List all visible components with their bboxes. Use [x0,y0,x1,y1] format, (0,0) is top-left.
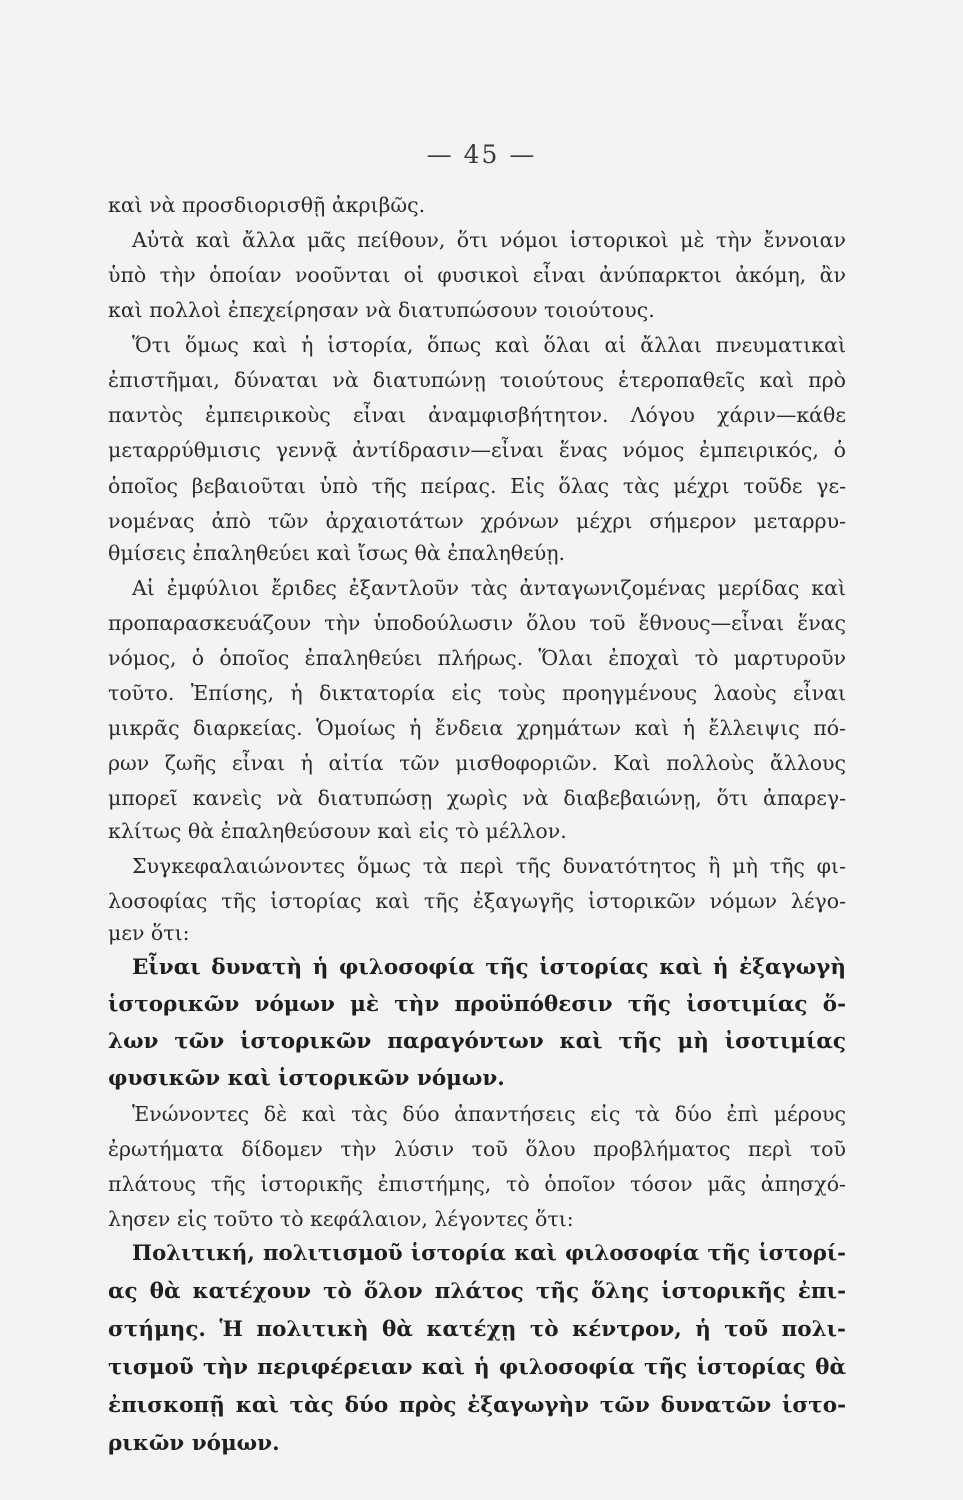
text-line-emphasis: ρικῶν νόμων. [108,1431,280,1456]
text-line: ρων ζωῆς εἶναι ἡ αἰτία τῶν μισθοφοριῶν. Καὶ πολλοὺς ἄλλους [108,751,846,775]
text-line-emphasis: φυσικῶν καὶ ἱστορικῶν νόμων. [108,1066,505,1091]
text-line: πλάτους τῆς ἱστορικῆς ἐπιστήμης, τὸ ὁποῖον τόσον μᾶς ἀπησχό- [108,1172,846,1196]
text-line: λοσοφίας τῆς ἱστορίας καὶ τῆς ἐξαγωγῆς ἱστορικῶν νόμων λέγο- [108,889,846,913]
text-line-emphasis: λων τῶν ἱστορικῶν παραγόντων καὶ τῆς μὴ ἰσοτιμίας [108,1029,846,1054]
text-line: μπορεῖ κανεὶς νὰ διατυπώσῃ χωρὶς νὰ διαβεβαιώνῃ, ὅτι ἀπαρεγ- [108,786,846,810]
text-line-emphasis: Εἶναι δυνατὴ ἡ φιλοσοφία τῆς ἱστορίας καὶ ἡ ἐξαγωγὴ [132,955,846,980]
text-line: θμίσεις ἐπαληθεύει καὶ ἴσως θὰ ἐπαληθεύῃ. [108,541,566,565]
text-line: Αἱ ἐμφύλιοι ἔριδες ἐξαντλοῦν τὰς ἀνταγωνιζομένας μερίδας καὶ [132,576,846,600]
text-line: ἐπιστῆμαι, δύναται νὰ διατυπώνῃ τοιούτους ἑτεροπαθεῖς καὶ πρὸ [108,368,846,392]
text-line: Ὅτι ὅμως καὶ ἡ ἱστορία, ὅπως καὶ ὅλαι αἱ ἄλλαι πνευματικαὶ [132,333,846,357]
text-line: νόμος, ὁ ὁποῖος ἐπαληθεύει πλήρως. Ὅλαι ἐποχαὶ τὸ μαρτυροῦν [108,646,846,670]
text-line: καὶ πολλοὶ ἐπεχείρησαν νὰ διατυπώσουν τοιούτους. [108,298,655,322]
text-line: ὁποῖος βεβαιοῦται ὑπὸ τῆς πείρας. Εἰς ὅλας τὰς μέχρι τοῦδε γε- [108,474,846,498]
text-line-emphasis: ας θὰ κατέχουν τὸ ὅλον πλάτος τῆς ὅλης ἱστορικῆς ἐπι- [108,1279,846,1304]
text-line: Συγκεφαλαιώνοντες ὅμως τὰ περὶ τῆς δυνατότητος ἢ μὴ τῆς φι- [132,854,846,878]
text-line: προπαρασκευάζουν τὴν ὑποδούλωσιν ὅλου τοῦ ἔθνους—εἶναι ἕνας [108,611,846,635]
text-line: λησεν εἰς τοῦτο τὸ κεφάλαιον, λέγοντες ὅτι: [108,1207,574,1231]
text-line: κλίτως θὰ ἐπαληθεύσουν καὶ εἰς τὸ μέλλον. [108,819,567,843]
text-line: μικρᾶς διαρκείας. Ὁμοίως ἡ ἔνδεια χρημάτων καὶ ἡ ἔλλειψις πό- [108,716,846,740]
page-number: — 45 — [426,140,537,169]
text-line: καὶ νὰ προσδιορισθῇ ἀκριβῶς. [108,193,426,217]
text-line-emphasis: στήμης. Ἡ πολιτικὴ θὰ κατέχῃ τὸ κέντρον, ἡ τοῦ πολι- [108,1317,846,1342]
text-line: ἐρωτήματα δίδομεν τὴν λύσιν τοῦ ὅλου προβλήματος περὶ τοῦ [108,1137,846,1161]
text-line: μεν ὅτι: [108,921,190,945]
text-line-emphasis: ἱστορικῶν νόμων μὲ τὴν προϋπόθεσιν τῆς ἰσοτιμίας ὅ- [108,992,846,1017]
text-line: μεταρρύθμισις γεννᾷ ἀντίδρασιν—εἶναι ἕνας νόμος ἐμπειρικός, ὁ [108,438,846,462]
text-line: ὑπὸ τὴν ὁποίαν νοοῦνται οἱ φυσικοὶ εἶναι ἀνύπαρκτοι ἀκόμη, ἂν [108,263,846,287]
text-line: παντὸς ἐμπειρικοὺς εἶναι ἀναμφισβήτητον. Λόγου χάριν—κάθε [108,403,846,427]
text-line: Ἑνώνοντες δὲ καὶ τὰς δύο ἀπαντήσεις εἰς τὰ δύο ἐπὶ μέρους [132,1102,846,1126]
text-line-emphasis: ἐπισκοπῇ καὶ τὰς δύο πρὸς ἐξαγωγὴν τῶν δυνατῶν ἱστο- [108,1393,846,1418]
text-line: νομένας ἀπὸ τῶν ἀρχαιοτάτων χρόνων μέχρι σήμερον μεταρρυ- [108,509,846,533]
text-line: τοῦτο. Ἐπίσης, ἡ δικτατορία εἰς τοὺς προηγμένους λαοὺς εἶναι [108,681,846,705]
text-line-emphasis: Πολιτική, πολιτισμοῦ ἱστορία καὶ φιλοσοφία τῆς ἱστορί- [132,1241,846,1266]
text-line-emphasis: τισμοῦ τὴν περιφέρειαν καὶ ἡ φιλοσοφία τῆς ἱστορίας θὰ [108,1355,846,1380]
text-line: Αὐτὰ καὶ ἄλλα μᾶς πείθουν, ὅτι νόμοι ἱστορικοὶ μὲ τὴν ἔννοιαν [132,228,846,252]
